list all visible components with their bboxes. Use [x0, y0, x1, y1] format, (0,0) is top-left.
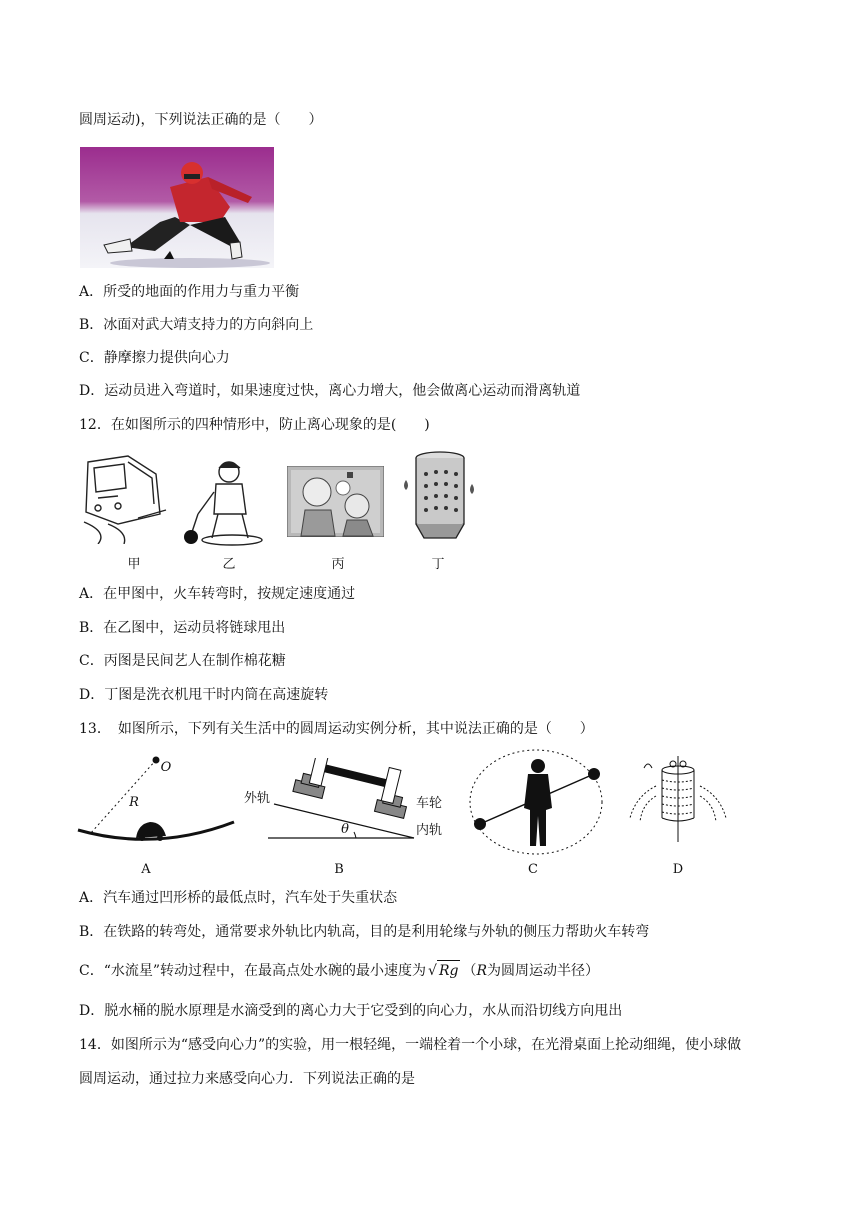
- q14-stem-line1: 14．如图所示为“感受向心力”的实验，用一根轻绳，一端栓着一个小球，在光滑桌面上抡动细绳，使小球做: [79, 1037, 742, 1053]
- q13-option-c-r: R: [476, 963, 488, 979]
- sqrt-radicand: Rg: [437, 960, 461, 981]
- caption-bing: 丙: [331, 557, 345, 572]
- label-o: O: [160, 760, 172, 775]
- caption-figure-b: B: [334, 862, 344, 877]
- sqrt-expression: √ Rg: [428, 960, 460, 981]
- q13-stem: 13． 如图所示，下列有关生活中的圆周运动实例分析，其中说法正确的是（ ）: [79, 721, 594, 737]
- concave-bridge-figure: [76, 752, 236, 848]
- cotton-candy-picture: [287, 466, 384, 537]
- q13-option-c-suffix: 为圆周运动半径）: [487, 963, 600, 979]
- label-outer-rail: 外轨: [243, 791, 270, 806]
- caption-jia: 甲: [127, 557, 141, 572]
- q12-option-a: A．在甲图中，火车转弯时，按规定速度通过: [79, 586, 356, 602]
- q13-option-d: D．脱水桶的脱水原理是水滴受到的离心力大于它受到的向心力，水从而沿切线方向甩出: [79, 1003, 623, 1019]
- q13-option-c-paren: （: [462, 963, 477, 979]
- caption-figure-a: A: [141, 862, 151, 877]
- q12-option-d: D．丁图是洗衣机甩干时内筒在高速旋转: [79, 687, 329, 703]
- q12-option-b: B．在乙图中，运动员将链球甩出: [79, 620, 286, 636]
- label-inner-rail: 内轨: [415, 823, 442, 838]
- label-wheel: 车轮: [415, 796, 442, 811]
- label-r: R: [129, 795, 139, 810]
- caption-figure-c: C: [528, 862, 538, 877]
- water-meteor-figure: [466, 748, 606, 860]
- label-theta: θ: [341, 822, 349, 837]
- q11-option-a: A．所受的地面的作用力与重力平衡: [79, 284, 300, 300]
- q13-option-b: B．在铁路的转弯处，通常要求外轨比内轨高，目的是利用轮缘与外轨的侧压力帮助火车转弯: [79, 924, 650, 940]
- spin-dryer-figure: [626, 756, 730, 846]
- spin-drum-sketch: [400, 450, 480, 546]
- train-sketch: [78, 452, 170, 544]
- skater-photo: [80, 147, 274, 268]
- q11-option-b: B．冰面对武大靖支持力的方向斜向上: [79, 317, 314, 333]
- q12-option-c: C．丙图是民间艺人在制作棉花糖: [79, 653, 286, 669]
- q13-option-c-prefix: C．“水流星”转动过程中，在最高点处水碗的最小速度为: [79, 963, 427, 979]
- q13-option-a: A．汽车通过凹形桥的最低点时，汽车处于失重状态: [79, 890, 398, 906]
- q14-stem-line2: 圆周运动，通过拉力来感受向心力．下列说法正确的是: [79, 1071, 415, 1087]
- q11-stem-tail: 圆周运动)，下列说法正确的是（ ）: [79, 112, 323, 128]
- q11-option-d: D．运动员进入弯道时，如果速度过快，离心力增大，他会做离心运动而滑离轨道: [79, 383, 581, 399]
- hammer-thrower-sketch: [184, 458, 266, 548]
- q12-stem: 12．在如图所示的四种情形中，防止离心现象的是( ): [79, 417, 430, 433]
- q11-option-c: C．静摩擦力提供向心力: [79, 350, 230, 366]
- caption-yi: 乙: [222, 557, 236, 572]
- caption-ding: 丁: [431, 557, 445, 572]
- caption-figure-d: D: [672, 862, 684, 877]
- q13-option-c: [79, 960, 599, 981]
